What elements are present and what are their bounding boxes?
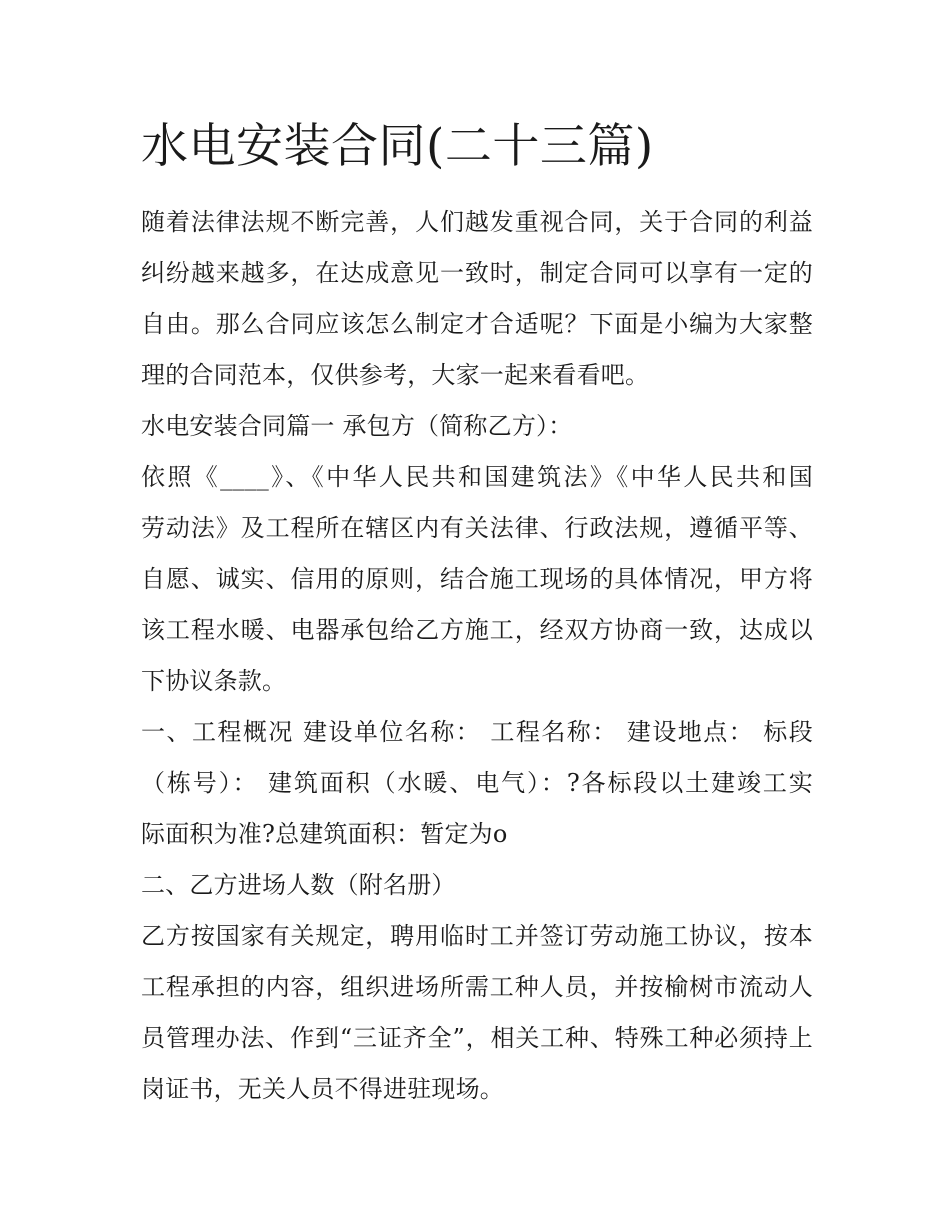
body-text-line: 乙方按国家有关规定，聘用临时工并签订劳动施工协议，按本 — [141, 922, 813, 950]
body-text-line: 依照《____》、《中华人民共和国建筑法》《中华人民共和国 — [141, 463, 813, 491]
body-text-line: 一、工程概况 建设单位名称： 工程名称： 建设地点： 标段 — [141, 718, 813, 746]
body-text-line: 工程承担的内容，组织进场所需工种人员，并按榆树市流动人 — [141, 973, 813, 1001]
body-text-line: 自由。那么合同应该怎么制定才合适呢？下面是小编为大家整 — [141, 310, 813, 338]
body-text-line: 水电安装合同篇一 承包方（简称乙方）： — [141, 412, 573, 440]
body-text-line: 际面积为准?总建筑面积：暂定为o — [141, 820, 508, 848]
body-text-line: 理的合同范本，仅供参考，大家一起来看看吧。 — [141, 361, 650, 389]
body-text-line: 自愿、诚实、信用的原则，结合施工现场的具体情况，甲方将 — [141, 565, 813, 593]
body-text-line: 纠纷越来越多，在达成意见一致时，制定合同可以享有一定的 — [141, 259, 813, 287]
body-text-line: 下协议条款。 — [141, 667, 287, 695]
document-title: 水电安装合同(二十三篇) — [141, 119, 654, 174]
body-text-line: 该工程水暖、电器承包给乙方施工，经双方协商一致，达成以 — [141, 616, 813, 644]
body-text-line: （栋号）： 建筑面积（水暖、电气）：?各标段以土建竣工实 — [141, 769, 813, 797]
body-text-line: 随着法律法规不断完善，人们越发重视合同，关于合同的利益 — [141, 208, 813, 236]
body-text-line: 劳动法》及工程所在辖区内有关法律、行政法规，遵循平等、 — [141, 514, 813, 542]
body-text-line: 岗证书，无关人员不得进驻现场。 — [141, 1075, 504, 1103]
document-body — [141, 197, 813, 1115]
body-text-line: 二、乙方进场人数（附名册） — [141, 871, 456, 899]
body-text-line: 员管理办法、作到“三证齐全”，相关工种、特殊工种必须持上 — [141, 1024, 813, 1052]
